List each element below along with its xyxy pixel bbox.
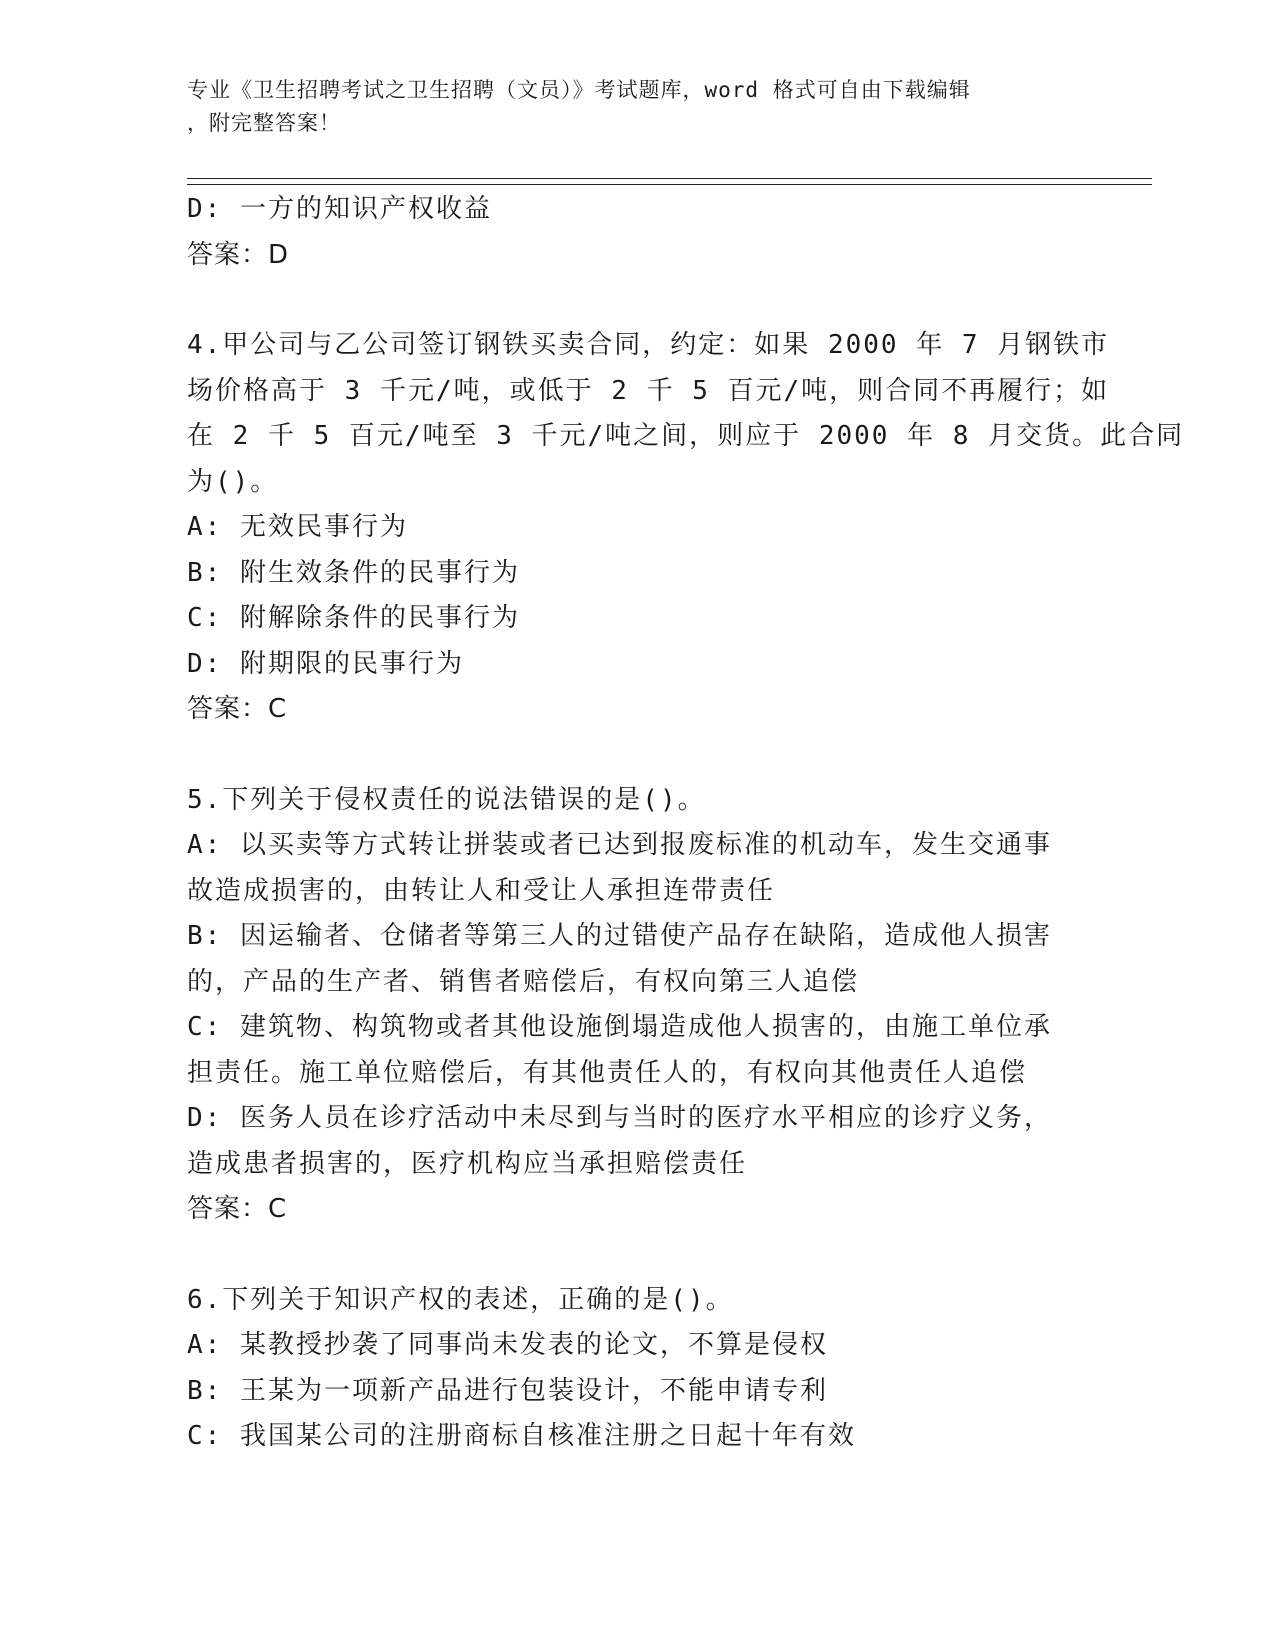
question-5 xyxy=(187,778,1077,1233)
option-c: C: 附解除条件的民事行为 xyxy=(187,603,520,633)
spacer xyxy=(187,733,1077,778)
option-b: B: 附生效条件的民事行为 xyxy=(187,557,520,588)
question-stem-line: 为()。 xyxy=(187,466,279,497)
option-d: D: 附期限的民事行为 xyxy=(187,648,464,679)
spacer xyxy=(187,1233,1077,1278)
question-stem-line: 6.下列关于知识产权的表述，正确的是()。 xyxy=(187,1284,734,1315)
option-b: B: 王某为一项新产品进行包装设计，不能申请专利 xyxy=(187,1375,828,1406)
option-c-continuation: 担责任。施工单位赔偿后，有其他责任人的，有权向其他责任人追偿 xyxy=(187,1057,1028,1088)
option-d: D: 医务人员在诊疗活动中未尽到与当时的医疗水平相应的诊疗义务， xyxy=(187,1103,1052,1133)
document-body xyxy=(187,187,1185,1460)
question-stem-line: 场价格高于 3 千元/吨，或低于 2 千 5 百元/吨，则合同不再履行；如 xyxy=(187,375,1110,406)
header-line-2: ，附完整答案！ xyxy=(187,111,341,135)
question-stem-line: 在 2 千 5 百元/吨至 3 千元/吨之间，则应于 2000 年 8 月交货。此合同 xyxy=(187,421,1185,451)
answer-line: 答案：C xyxy=(187,694,288,724)
option-a: A: 无效民事行为 xyxy=(187,512,408,542)
answer-line: 答案：D xyxy=(187,239,290,270)
header-divider-bottom xyxy=(187,184,1152,185)
option-c: C: 建筑物、构筑物或者其他设施倒塌造成他人损害的，由施工单位承 xyxy=(187,1012,1052,1042)
question-stem-line: 4.甲公司与乙公司签订钢铁买卖合同，约定：如果 2000 年 7 月钢铁市 xyxy=(187,330,1110,360)
header-line-1: 专业《卫生招聘考试之卫生招聘（文员）》考试题库，word 格式可自由下载编辑 xyxy=(187,78,971,102)
page-header xyxy=(187,74,1067,140)
question-6 xyxy=(187,1278,1077,1460)
previous-question-tail xyxy=(187,187,1077,278)
option-d-continuation: 造成患者损害的，医疗机构应当承担赔偿责任 xyxy=(187,1148,748,1179)
option-d: D: 一方的知识产权收益 xyxy=(187,194,492,224)
option-c: C: 我国某公司的注册商标自核准注册之日起十年有效 xyxy=(187,1421,856,1451)
answer-line: 答案：C xyxy=(187,1194,288,1224)
header-divider-top xyxy=(187,178,1152,179)
option-a: A: 某教授抄袭了同事尚未发表的论文，不算是侵权 xyxy=(187,1330,828,1360)
option-b-continuation: 的，产品的生产者、销售者赔偿后，有权向第三人追偿 xyxy=(187,966,860,997)
spacer xyxy=(187,278,1077,323)
question-stem-line: 5.下列关于侵权责任的说法错误的是()。 xyxy=(187,784,706,815)
question-4 xyxy=(187,323,1185,733)
option-a: A: 以买卖等方式转让拼装或者已达到报废标准的机动车，发生交通事 xyxy=(187,830,1052,860)
option-b: B: 因运输者、仓储者等第三人的过错使产品存在缺陷，造成他人损害 xyxy=(187,921,1052,951)
option-a-continuation: 故造成损害的，由转让人和受让人承担连带责任 xyxy=(187,875,776,906)
